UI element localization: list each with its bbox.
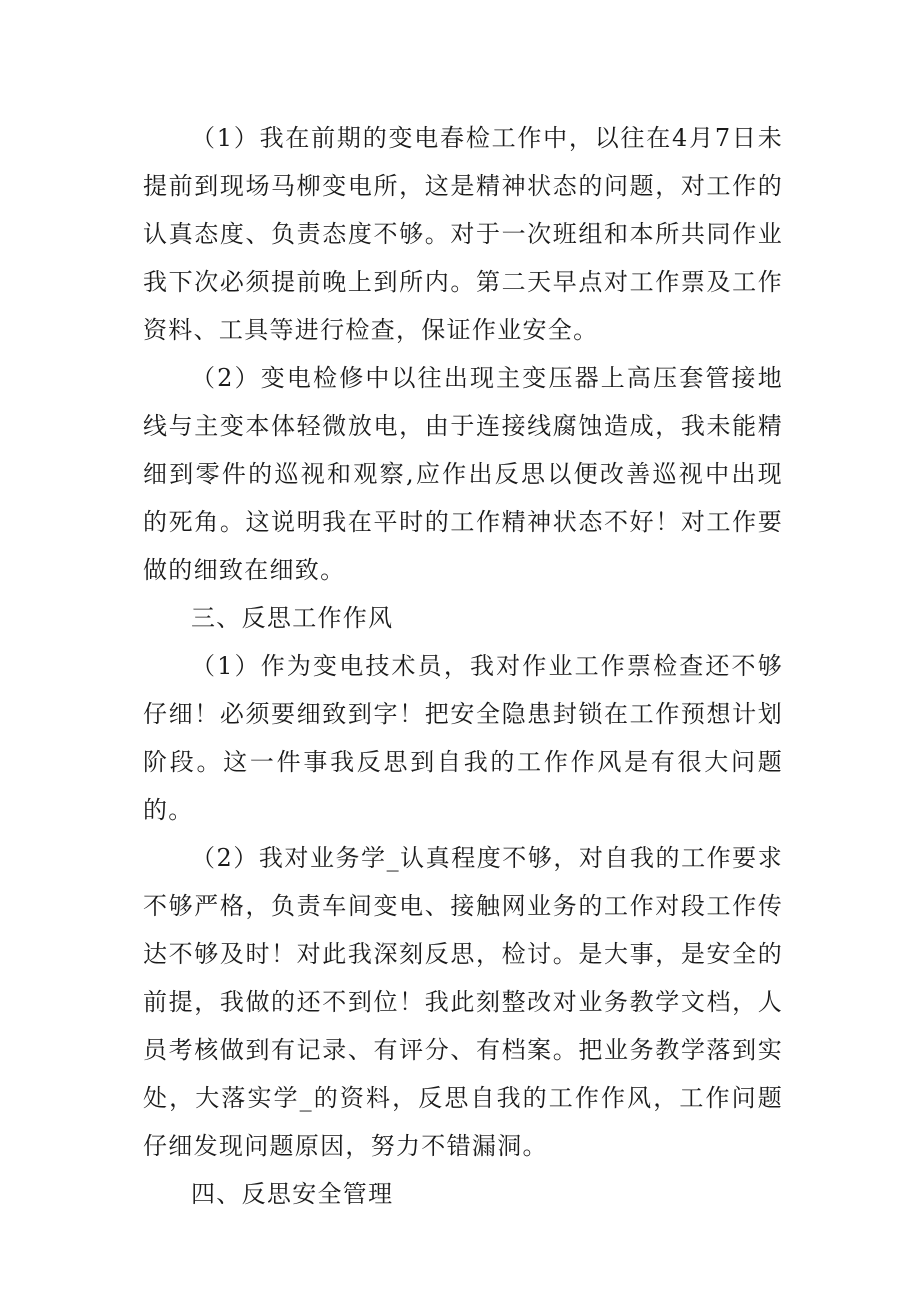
paragraph-spring-inspection: （1）我在前期的变电春检工作中，以往在4月7日未提前到现场马柳变电所，这是精神状态的问题，对工作的认真态度、负责态度不够。对于一次班组和本所共同作业我下次必须提前晚上到所内。第二天早点对工作票及工作资料、工具等进行检查，保证作业安全。 xyxy=(143,124,783,344)
section-heading-work-style: 三、反思工作作风 xyxy=(191,604,394,632)
document-body xyxy=(143,114,783,1218)
paragraph-work-ticket-check: （1）作为变电技术员，我对作业工作票检查还不够仔细！必须要细致到字！把安全隐患封锁在工作预想计划阶段。这一件事我反思到自我的工作作风是有很大问题的。 xyxy=(143,652,783,824)
paragraph-business-study: （2）我对业务学_认真程度不够，对自我的工作要求不够严格，负责车间变电、接触网业务的工作对段工作传达不够及时！对此我深刻反思，检讨。是大事，是安全的前提，我做的还不到位！我此刻整改对业务教学文档，人员考核做到有记录、有评分、有档案。把业务教学落到实处，大落实学_的资料，反思自我的工作作风，工作问题仔细发现问题原因，努力不错漏洞。 xyxy=(143,844,783,1160)
section-heading-safety-management: 四、反思安全管理 xyxy=(191,1180,394,1208)
paragraph-transformer-discharge: （2）变电检修中以往出现主变压器上高压套管接地线与主变本体轻微放电，由于连接线腐蚀造成，我未能精细到零件的巡视和观察,应作出反思以便改善巡视中出现的死角。这说明我在平时的工作精神状态不好！对工作要做的细致在细致。 xyxy=(143,364,783,584)
